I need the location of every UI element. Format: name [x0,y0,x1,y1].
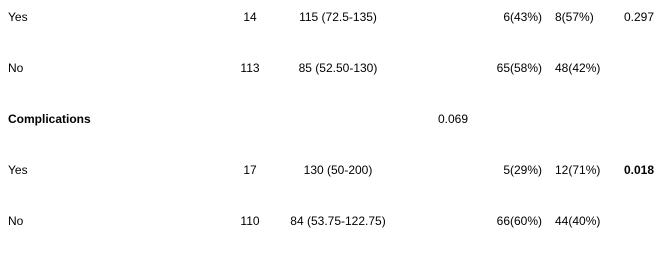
p-value-cell: 0.297 [624,10,655,24]
median-range-cell: 85 (52.50-130) [298,61,378,75]
count-cell: 14 [243,10,257,24]
group2-cell: 8(57%) [555,10,594,24]
median-range-cell: 115 (72.5-135) [299,10,377,24]
p-value-cell: 0.018 [624,163,655,177]
table-row [0,161,672,179]
table-row [0,212,672,230]
count-cell: 113 [240,61,260,75]
row-label: No [8,214,24,228]
p-value-cell: 0.069 [438,112,469,126]
table-row [0,110,672,128]
section-heading: Complications [8,112,91,126]
count-cell: 17 [243,163,257,177]
count-cell: 110 [240,214,260,228]
group1-cell: 6(43%) [503,10,542,24]
group2-cell: 44(40%) [555,214,601,228]
group1-cell: 5(29%) [503,163,542,177]
row-label: Yes [8,10,28,24]
group1-cell: 65(58%) [496,61,542,75]
median-range-cell: 84 (53.75-122.75) [290,214,386,228]
table-row [0,59,672,77]
group2-cell: 12(71%) [555,163,601,177]
row-label: No [8,61,24,75]
group2-cell: 48(42%) [555,61,601,75]
group1-cell: 66(60%) [496,214,542,228]
median-range-cell: 130 (50-200) [303,163,373,177]
table-row [0,8,672,26]
row-label: Yes [8,163,28,177]
